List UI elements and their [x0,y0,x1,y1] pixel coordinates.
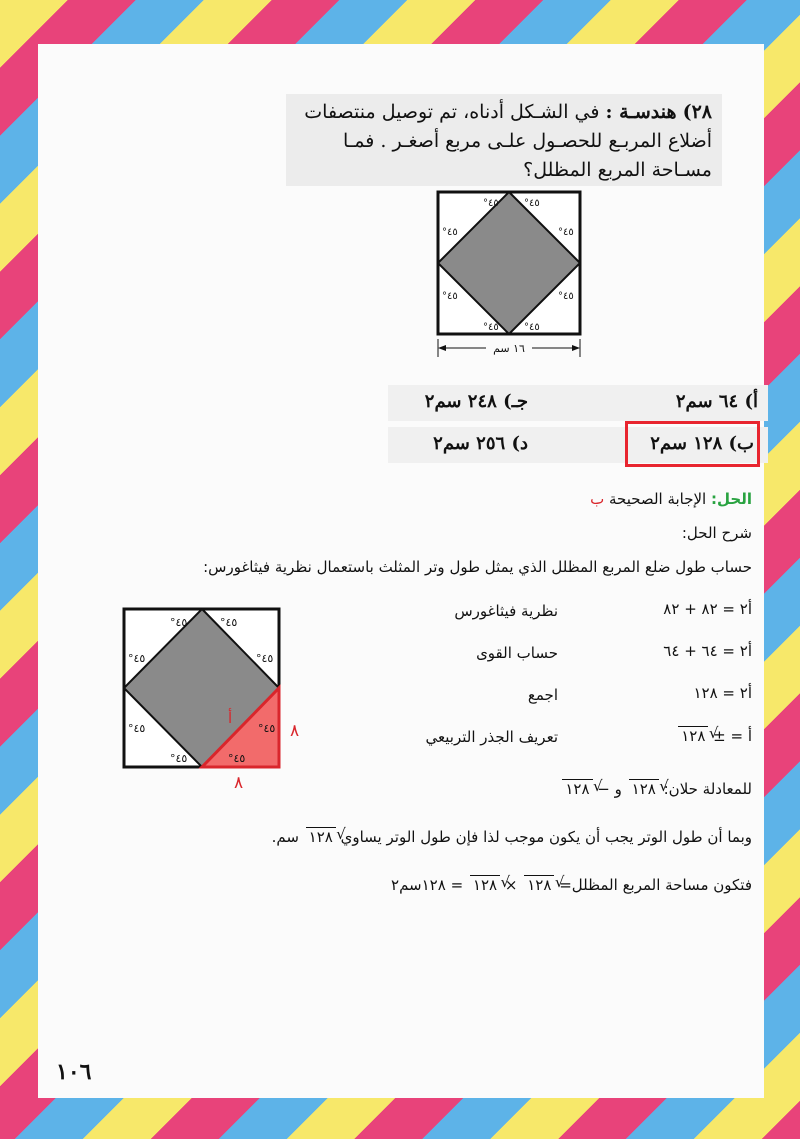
two-solutions-line: للمعادلة حلان: ١٢٨ √ و − ١٢٨ √ [560,779,752,798]
step-2-reason: حساب القوى [476,644,558,662]
page-number: ١٠٦ [56,1059,92,1085]
step-3-equation: أ٢ = ١٢٨ [693,684,752,702]
two-solutions-prefix: للمعادلة حلان: [663,780,752,798]
hypotenuse-label: أ [228,709,233,727]
angle-label: °٤٥ [170,752,188,765]
option-a-letter: أ) [744,391,758,412]
angle-label: °٤٥ [228,752,246,765]
step-4-equation [622,726,752,745]
sqrt-radicand: ١٢٨ √ [629,779,659,798]
option-c-value: ٢٤٨ سم٢ [424,391,497,412]
positive-hypotenuse-line [52,827,752,846]
angle-label: °٤٥ [442,227,458,238]
step-3-reason: اجمع [527,686,558,704]
angle-label: °٤٥ [524,322,540,333]
sqrt-radicand: ١٢٨ √ [524,875,554,894]
area-prefix: فتكون مساحة المربع المظلل= [559,876,752,894]
answer-label: الحل: [711,490,752,508]
angle-label: °٤٥ [442,291,458,302]
angle-label: °٤٥ [256,652,274,665]
angle-label: °٤٥ [483,198,499,209]
explanation-heading: شرح الحل: [681,524,752,542]
option-d-letter: د) [511,433,528,454]
step-4-reason: تعريف الجذر التربيعي [425,728,558,746]
leg-label-right: ٨ [290,721,300,741]
step-1-equation: أ٢ = ٨٢ + ٨٢ [663,600,752,618]
answer-line [590,490,752,508]
option-a[interactable] [618,391,758,412]
angle-label: °٤٥ [220,616,238,629]
option-b-value: ١٢٨ سم٢ [650,433,723,454]
dimension-label: ١٦ سم [493,342,525,355]
angle-label: °٤٥ [170,616,188,629]
angle-label: °٤٥ [558,227,574,238]
option-c[interactable] [378,391,528,412]
sqrt-radicand: ١٢٨ √ [678,726,708,745]
explanation-intro: حساب طول ضلع المربع المظلل الذي يمثل طول وتر المثلث باستعمال نظرية فيثاغورس: [203,558,752,576]
question-number: ٢٨) [682,101,712,123]
sqrt-radicand: ١٢٨ √ [306,827,336,846]
step-2-equation: أ٢ = ٦٤ + ٦٤ [663,642,752,660]
question-text: في الشـكل أدناه، تم توصيل منتصفات أضلاع المربـع للحصـول علـى مربع أصغـر . فمـا مسـاحة المربع المظلل؟ [304,101,712,181]
step-1-reason: نظرية فيثاغورس [454,602,558,620]
area-result: = ١٢٨سم٢ [391,876,464,894]
angle-label: °٤٥ [558,291,574,302]
answer-letter: ب [590,490,605,508]
positive-text-after: سم. [271,828,299,846]
times-sign: × [504,876,518,894]
step-4-prefix: أ = ± [713,727,752,745]
option-d[interactable] [378,433,528,454]
option-b[interactable] [630,433,754,454]
question-box [286,94,722,186]
question-topic: هندسـة : [605,101,677,123]
page [38,44,764,1098]
sqrt-radicand: ١٢٨ √ [562,779,592,798]
sqrt-radicand: ١٢٨ √ [470,875,500,894]
option-d-value: ٢٥٦ سم٢ [433,433,506,454]
leg-label-bottom: ٨ [234,773,244,793]
positive-text-before: وبما أن طول الوتر يجب أن يكون موجب لذا فإن طول الوتر يساوي [340,828,752,846]
option-a-value: ٦٤ سم٢ [675,391,739,412]
angle-label: °٤٥ [128,652,146,665]
area-line [52,875,752,894]
angle-label: °٤٥ [128,722,146,735]
angle-label: °٤٥ [524,198,540,209]
angle-label: °٤٥ [258,722,276,735]
option-c-letter: جـ) [503,391,528,412]
figure-squares-1 [428,189,598,361]
angle-label: °٤٥ [483,322,499,333]
figure-squares-2 [118,606,338,796]
two-solutions-and: و [614,780,622,798]
option-b-letter: ب) [728,433,754,454]
answer-text: الإجابة الصحيحة [609,490,707,508]
